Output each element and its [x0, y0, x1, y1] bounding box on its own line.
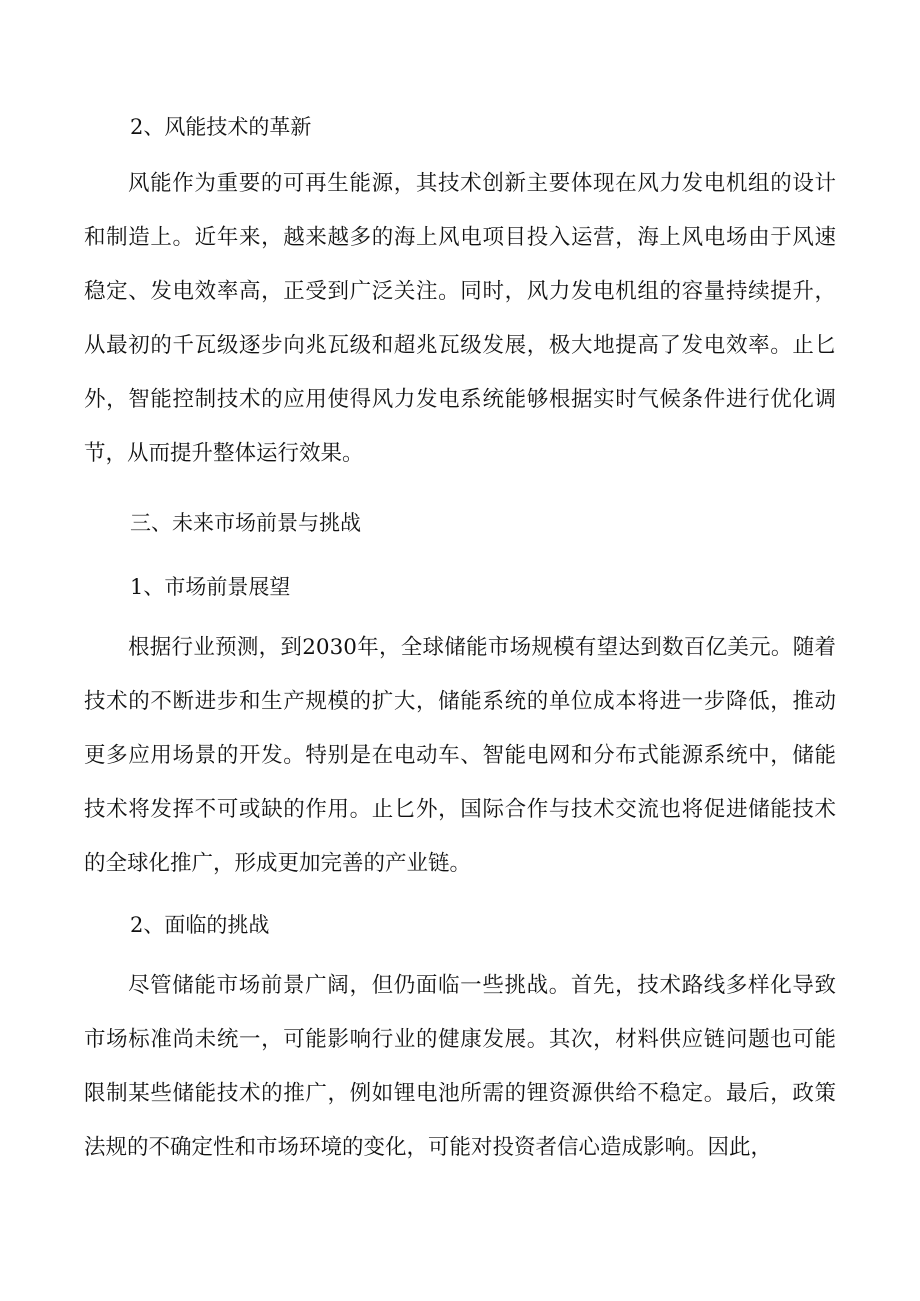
heading-wind-innovation: 2、风能技术的革新 — [130, 115, 312, 139]
heading-challenges: 2、面临的挑战 — [130, 913, 270, 937]
paragraph-wind-technology: 风能作为重要的可再生能源，其技术创新主要体现在风力发电机组的设计和制造上。近年来，越来越多的海上风电项目投入运营，海上风电场由于风速稳定、发电效率高，正受到广泛关注。同时，风力发电机组的容量持续提升，从最初的千瓦级逐步向兆瓦级和超兆瓦级发展，极大地提高了发电效率。止匕外，智能控制技术的应用使得风力发电系统能够根据实时气候条件进行优化调节，从而提升整体运行效果。 — [84, 171, 836, 466]
paragraph-market-outlook: 根据行业预测，到2030年，全球储能市场规模有望达到数百亿美元。随着技术的不断进步和生产规模的扩大，储能系统的单位成本将进一步降低，推动更多应用场景的开发。特别是在电动车、智能电网和分布式能源系统中，储能技术将发挥不可或缺的作用。止匕外，国际合作与技术交流也将促进储能技术的全球化推广，形成更加完善的产业链。 — [84, 635, 836, 876]
paragraph-challenges: 尽管储能市场前景广阔，但仍面临一些挑战。首先，技术路线多样化导致市场标准尚未统一，可能影响行业的健康发展。其次，材料供应链问题也可能限制某些储能技术的推广，例如锂电池所需的锂资源供给不稳定。最后，政策法规的不确定性和市场环境的变化，可能对投资者信心造成影响。因此， — [84, 973, 836, 1160]
heading-market-outlook: 1、市场前景展望 — [130, 575, 291, 599]
section-heading-future-market: 三、未来市场前景与挑战 — [130, 511, 361, 535]
